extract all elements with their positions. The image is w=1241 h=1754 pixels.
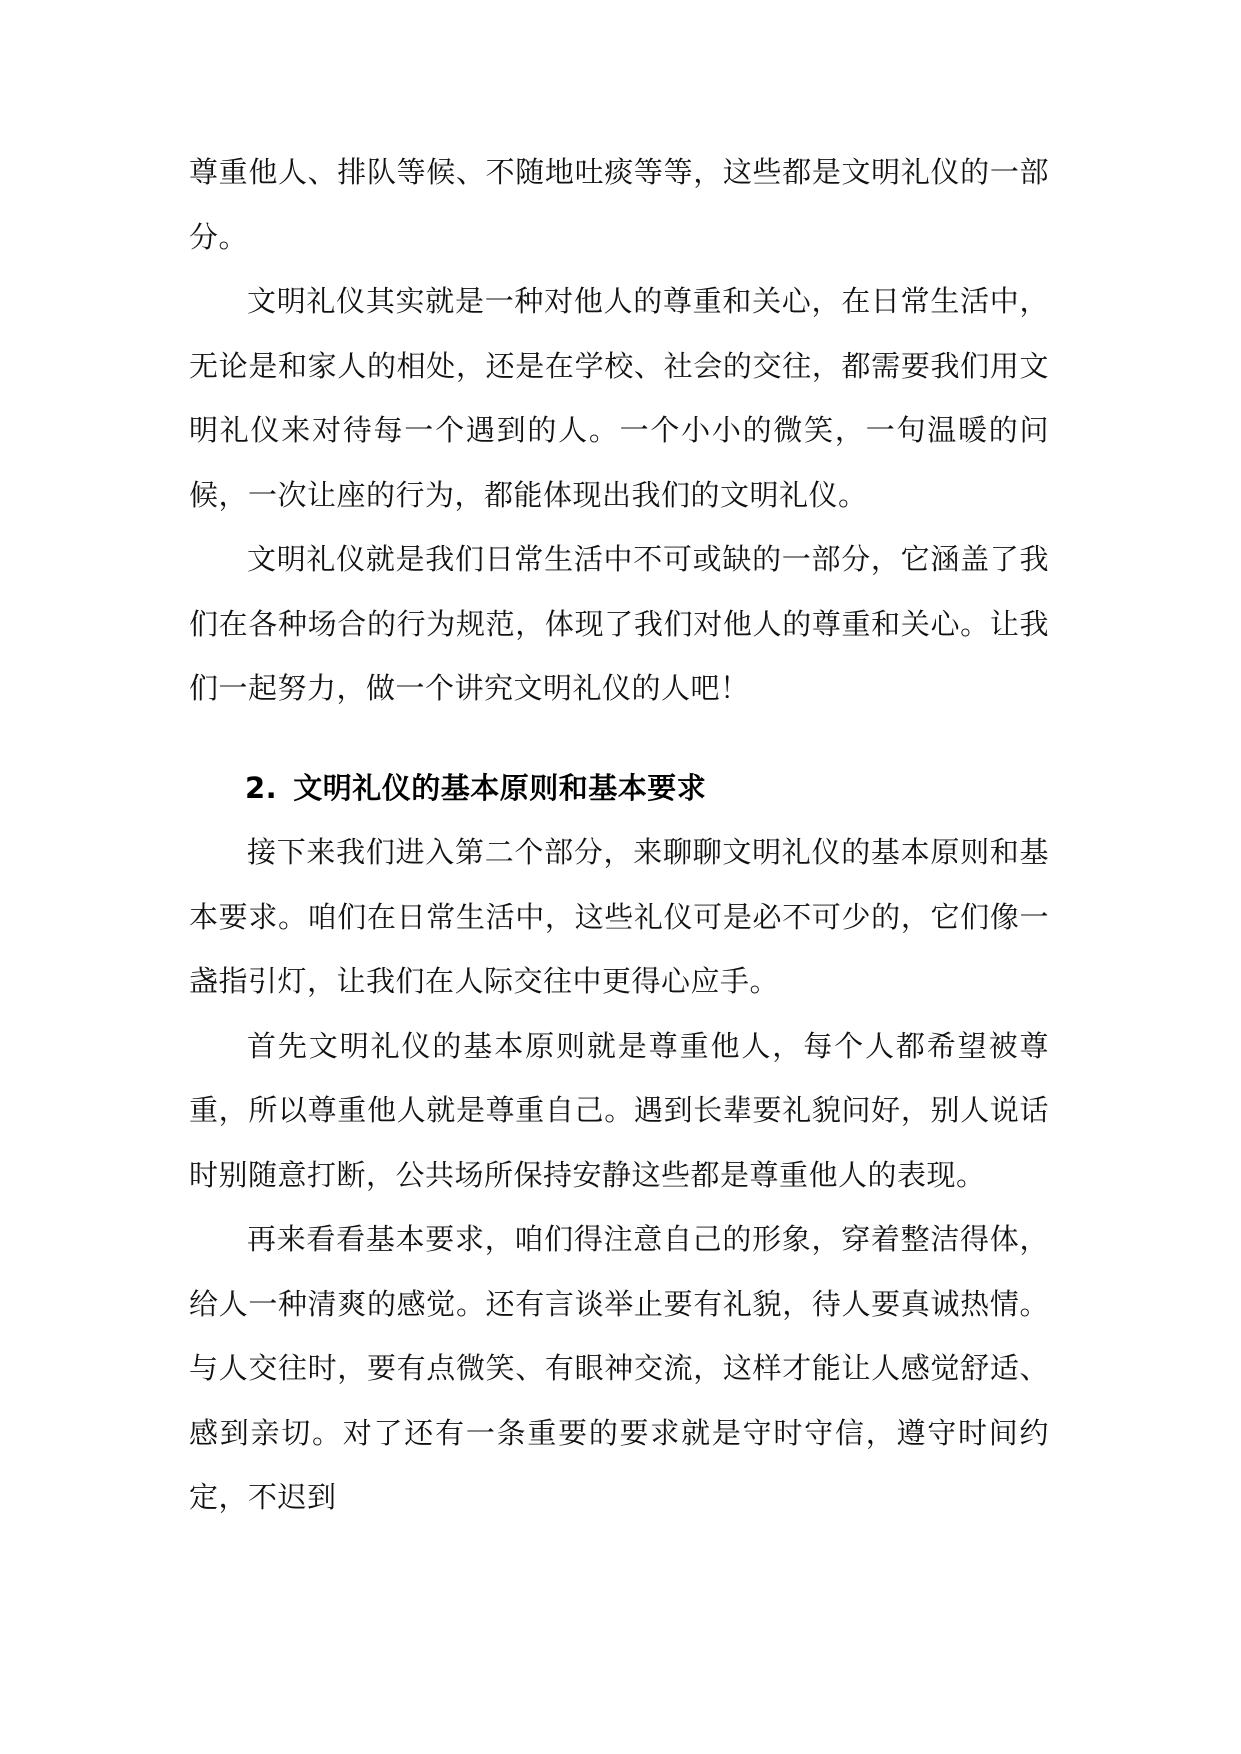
document-body bbox=[189, 140, 1049, 1530]
paragraph: 再来看看基本要求，咱们得注意自己的形象，穿着整洁得体，给人一种清爽的感觉。还有言谈举止要有礼貌，待人要真诚热情。与人交往时，要有点微笑、有眼神交流，这样才能让人感觉舒适、感到亲切。对了还有一条重要的要求就是守时守信，遵守时间约定，不迟到 bbox=[189, 1222, 1049, 1514]
paragraph: 首先文明礼仪的基本原则就是尊重他人，每个人都希望被尊重，所以尊重他人就是尊重自己。遇到长辈要礼貌问好，别人说话时别随意打断，公共场所保持安静这些都是尊重他人的表现。 bbox=[189, 1028, 1049, 1192]
paragraph-continuation: 尊重他人、排队等候、不随地吐痰等等，这些都是文明礼仪的一部分。 bbox=[189, 155, 1049, 254]
paragraph: 文明礼仪其实就是一种对他人的尊重和关心，在日常生活中，无论是和家人的相处，还是在学校、社会的交往，都需要我们用文明礼仪来对待每一个遇到的人。一个小小的微笑，一句温暖的问候，一次让座的行为，都能体现出我们的文明礼仪。 bbox=[189, 284, 1049, 512]
paragraph: 文明礼仪就是我们日常生活中不可或缺的一部分，它涵盖了我们在各种场合的行为规范，体现了我们对他人的尊重和关心。让我们一起努力，做一个讲究文明礼仪的人吧！ bbox=[189, 542, 1049, 705]
section-heading bbox=[189, 756, 1049, 821]
section-number: 2. bbox=[245, 770, 278, 805]
paragraph: 接下来我们进入第二个部分，来聊聊文明礼仪的基本原则和基本要求。咱们在日常生活中，这些礼仪可是必不可少的，它们像一盏指引灯，让我们在人际交往中更得心应手。 bbox=[189, 835, 1049, 998]
section-title: 文明礼仪的基本原则和基本要求 bbox=[293, 770, 707, 805]
